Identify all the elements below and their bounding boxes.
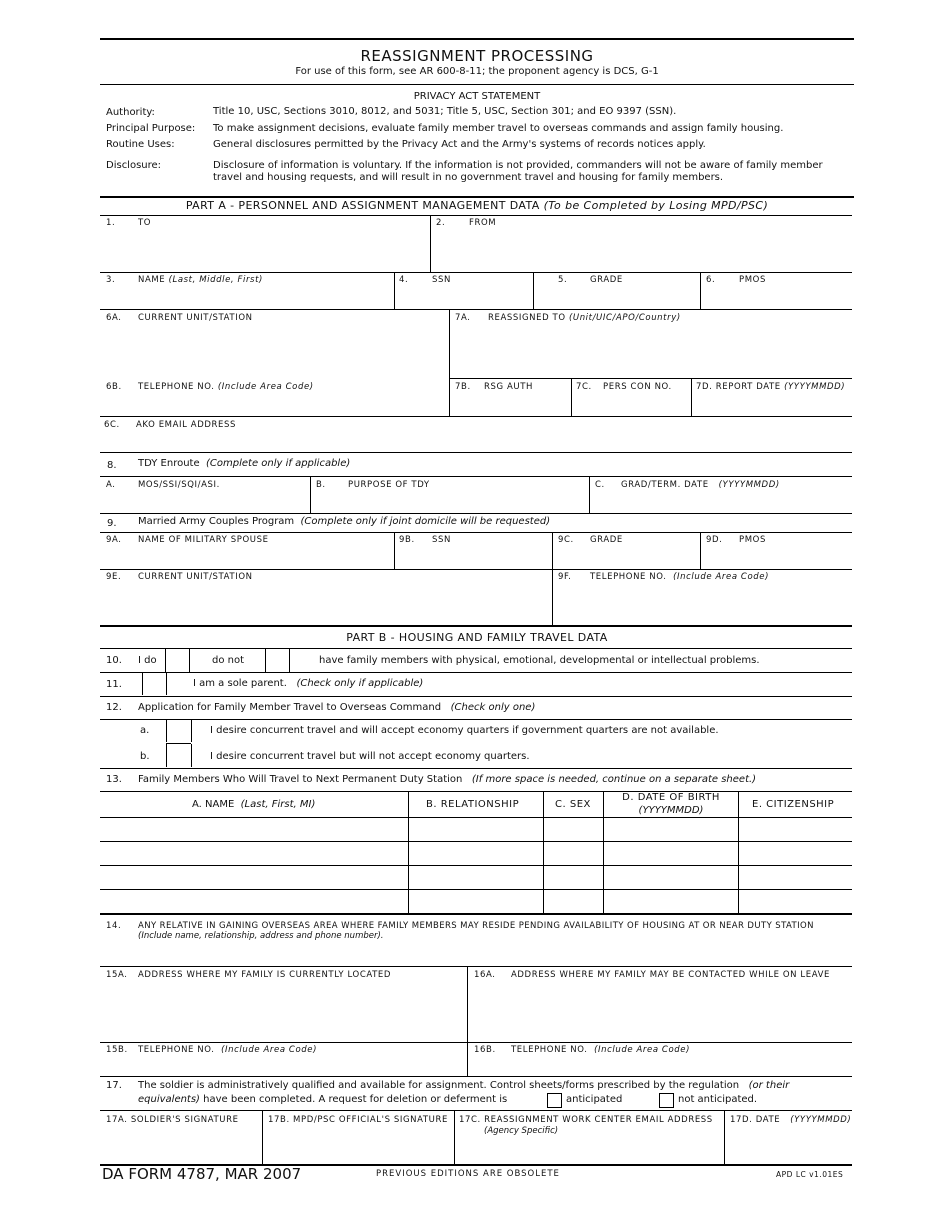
f14-num: 14.: [106, 921, 122, 931]
part-a-heading: PART A - PERSONNEL AND ASSIGNMENT MANAGEMENT DATA (To be Completed by Losing MPD/PSC): [185, 199, 769, 212]
pers-con-field[interactable]: [573, 393, 689, 415]
grad-date-field[interactable]: [591, 491, 850, 513]
disclosure-text-1: Disclosure of information is voluntary. If the information is not provided, commanders will not be aware of family member: [213, 160, 823, 171]
not-anticipated-label: not anticipated.: [678, 1094, 758, 1105]
disclosure-text-2: travel and housing requests, and will result in no government travel and housing for family members.: [213, 172, 724, 183]
form-id: DA FORM 4787, MAR 2007: [102, 1165, 302, 1183]
privacy-heading: PRIVACY ACT STATEMENT: [413, 91, 541, 102]
col-citizenship-header: E. CITIZENSHIP: [752, 799, 835, 810]
purpose-text: To make assignment decisions, evaluate family member travel to overseas commands and assign family housing.: [213, 123, 784, 134]
telephone-field[interactable]: [100, 393, 446, 415]
f14-label: ANY RELATIVE IN GAINING OVERSEAS AREA WHERE FAMILY MEMBERS MAY RESIDE PENDING AVAILABILITY OF HOUSING AT OR NEAR DUTY STATION: [138, 921, 814, 931]
f6-label: PMOS: [739, 275, 766, 285]
f3-label: NAME (Last, Middle, First): [138, 275, 263, 285]
f12b-letter: b.: [140, 751, 150, 762]
report-date-field[interactable]: [693, 393, 850, 415]
f2-num: 2.: [436, 218, 446, 228]
f7d-label: 7D. REPORT DATE (YYYYMMDD): [696, 382, 846, 392]
family-row[interactable]: [100, 818, 850, 841]
f6c-num: 6C.: [104, 420, 120, 430]
col-dob-format: (YYYYMMDD): [638, 805, 704, 816]
current-telephone-field[interactable]: [100, 1056, 465, 1075]
name-field[interactable]: [100, 286, 392, 308]
f6a-label: CURRENT UNIT/STATION: [138, 313, 253, 323]
f9d-num: 9D.: [706, 535, 723, 545]
f9e-label: CURRENT UNIT/STATION: [138, 572, 253, 582]
not-anticipated-checkbox[interactable]: [659, 1093, 674, 1108]
f9b-num: 9B.: [399, 535, 415, 545]
f5-num: 5.: [558, 275, 568, 285]
f6a-num: 6A.: [106, 313, 122, 323]
leave-address-field[interactable]: [469, 982, 850, 1040]
overseas-relative-field[interactable]: [100, 943, 850, 965]
f9f-num: 9F.: [558, 572, 572, 582]
f17-num: 17.: [106, 1080, 122, 1091]
f13-label: Family Members Who Will Travel to Next Permanent Duty Station (If more space is needed, continue on a separate sheet.): [138, 774, 757, 785]
f11-num: 11.: [106, 679, 122, 690]
f9d-label: PMOS: [739, 535, 766, 545]
work-center-email-field[interactable]: [456, 1138, 722, 1163]
f8c-num: C.: [595, 480, 605, 490]
tdy-purpose-field[interactable]: [312, 491, 587, 513]
f9c-num: 9C.: [558, 535, 574, 545]
f10-i-do: I do: [138, 655, 157, 666]
f9-num: 9.: [107, 518, 117, 529]
spouse-pmos-field[interactable]: [702, 546, 850, 568]
to-field[interactable]: [100, 228, 428, 272]
f7a-label: REASSIGNED TO (Unit/UIC/APO/Country): [488, 313, 681, 323]
f17-text-line-2: equivalents) have been completed. A request for deletion or deferment is: [138, 1094, 508, 1105]
f15b-label: TELEPHONE NO. (Include Area Code): [138, 1045, 318, 1055]
col-name-header: A. NAME (Last, First, MI): [192, 799, 316, 810]
from-field[interactable]: [432, 228, 850, 272]
spouse-grade-field[interactable]: [554, 546, 698, 568]
col-sex-header: C. SEX: [555, 799, 591, 810]
f15b-num: 15B.: [106, 1045, 128, 1055]
mos-field[interactable]: [100, 491, 308, 513]
authority-label: Authority:: [106, 107, 155, 118]
f7c-label: PERS CON NO.: [603, 382, 672, 392]
leave-telephone-field[interactable]: [469, 1056, 850, 1075]
f9c-label: GRADE: [590, 535, 623, 545]
uses-text: General disclosures permitted by the Privacy Act and the Army's systems of records notices apply.: [213, 139, 706, 150]
f7c-num: 7C.: [576, 382, 592, 392]
spouse-ssn-field[interactable]: [396, 546, 550, 568]
f7b-num: 7B.: [455, 382, 471, 392]
i-do-checkbox[interactable]: [165, 649, 190, 672]
f11-text: I am a sole parent. (Check only if applicable): [193, 678, 424, 689]
f17a-label: 17A. SOLDIER'S SIGNATURE: [106, 1115, 239, 1125]
f16b-label: TELEPHONE NO. (Include Area Code): [511, 1045, 691, 1055]
f17c-label: 17C. REASSIGNMENT WORK CENTER EMAIL ADDRESS: [459, 1115, 713, 1125]
family-row[interactable]: [100, 866, 850, 889]
grade-field[interactable]: [535, 286, 698, 308]
col-dob-header: D. DATE OF BIRTH: [622, 792, 720, 803]
f6-num: 6.: [706, 275, 716, 285]
f1-num: 1.: [106, 218, 116, 228]
f9-label: Married Army Couples Program (Complete only if joint domicile will be requested): [138, 516, 551, 527]
f17d-label: 17D. DATE (YYYYMMDD): [730, 1115, 852, 1125]
spouse-name-field[interactable]: [100, 546, 392, 568]
f9e-num: 9E.: [106, 572, 122, 582]
concurrent-economy-checkbox[interactable]: [166, 720, 192, 742]
family-row[interactable]: [100, 842, 850, 865]
f6b-label: TELEPHONE NO. (Include Area Code): [138, 382, 314, 392]
f8-num: 8.: [107, 460, 117, 471]
f10-do-not: do not: [212, 655, 245, 666]
rsg-auth-field[interactable]: [451, 393, 569, 415]
f2-label: FROM: [469, 218, 497, 228]
anticipated-checkbox[interactable]: [547, 1093, 562, 1108]
f8c-label: GRAD/TERM. DATE (YYYYMMDD): [621, 480, 780, 490]
official-signature-field[interactable]: [264, 1138, 452, 1163]
f12a-text: I desire concurrent travel and will accept economy quarters if government quarters are not available.: [210, 725, 719, 736]
purpose-label: Principal Purpose:: [106, 123, 196, 134]
pmos-field[interactable]: [702, 286, 850, 308]
f8-label: TDY Enroute (Complete only if applicable): [138, 458, 351, 469]
f17b-label: 17B. MPD/PSC OFFICIAL'S SIGNATURE: [268, 1115, 448, 1125]
f12-num: 12.: [106, 702, 122, 713]
f12b-text: I desire concurrent travel but will not accept economy quarters.: [210, 751, 530, 762]
form-version: APD LC v1.01ES: [776, 1170, 844, 1179]
authority-text: Title 10, USC, Sections 3010, 8012, and 5031; Title 5, USC, Section 301; and EO 9397 (SSN).: [213, 106, 677, 117]
f6b-num: 6B.: [106, 382, 122, 392]
f17-text-line-1: The soldier is administratively qualified and available for assignment. Control sheets/forms prescribed by the regulation (or their: [138, 1080, 790, 1091]
date-field[interactable]: [726, 1138, 850, 1163]
f15a-label: ADDRESS WHERE MY FAMILY IS CURRENTLY LOCATED: [138, 970, 392, 980]
disclosure-label: Disclosure:: [106, 160, 162, 171]
f8a-num: A.: [106, 480, 116, 490]
f13-num: 13.: [106, 774, 122, 785]
f1-label: TO: [138, 218, 152, 228]
f17c-note: (Agency Specific): [484, 1126, 559, 1136]
form-title: REASSIGNMENT PROCESSING: [360, 47, 594, 65]
part-b-heading: PART B - HOUSING AND FAMILY TRAVEL DATA: [346, 631, 608, 644]
anticipated-label: anticipated: [566, 1094, 623, 1105]
family-row[interactable]: [100, 890, 850, 913]
f9f-label: TELEPHONE NO. (Include Area Code): [590, 572, 770, 582]
f5-label: GRADE: [590, 275, 623, 285]
col-relationship-header: B. RELATIONSHIP: [426, 799, 520, 810]
f4-num: 4.: [399, 275, 409, 285]
previous-editions-note: PREVIOUS EDITIONS ARE OBSOLETE: [376, 1169, 560, 1179]
f8b-num: B.: [316, 480, 326, 490]
f9a-label: NAME OF MILITARY SPOUSE: [138, 535, 269, 545]
f9b-label: SSN: [432, 535, 451, 545]
form-subtitle: For use of this form, see AR 600-8-11; the proponent agency is DCS, G-1: [295, 66, 659, 77]
f12a-letter: a.: [140, 725, 150, 736]
f4-label: SSN: [432, 275, 451, 285]
f16a-label: ADDRESS WHERE MY FAMILY MAY BE CONTACTED WHILE ON LEAVE: [511, 970, 830, 980]
f3-num: 3.: [106, 275, 116, 285]
f12-label: Application for Family Member Travel to Overseas Command (Check only one): [138, 702, 536, 713]
sole-parent-checkbox[interactable]: [142, 673, 167, 695]
reassigned-to-field[interactable]: [451, 324, 850, 376]
f15a-num: 15A.: [106, 970, 128, 980]
f9a-num: 9A.: [106, 535, 122, 545]
f10-text: have family members with physical, emotional, developmental or intellectual problems.: [319, 655, 760, 666]
f14-note: (Include name, relationship, address and phone number).: [138, 931, 384, 941]
concurrent-no-economy-checkbox[interactable]: [166, 744, 192, 767]
f16a-num: 16A.: [474, 970, 496, 980]
f8b-label: PURPOSE OF TDY: [348, 480, 430, 490]
f10-num: 10.: [106, 655, 122, 666]
f6c-label: AKO EMAIL ADDRESS: [136, 420, 236, 430]
spouse-telephone-field[interactable]: [554, 584, 850, 624]
spouse-unit-field[interactable]: [100, 584, 550, 624]
uses-label: Routine Uses:: [106, 139, 175, 150]
f8a-label: MOS/SSI/SQI/ASI.: [138, 480, 220, 490]
ako-email-field[interactable]: [100, 431, 850, 451]
current-address-field[interactable]: [100, 982, 465, 1040]
ssn-field[interactable]: [396, 286, 531, 308]
soldier-signature-field[interactable]: [100, 1138, 260, 1163]
do-not-checkbox[interactable]: [265, 649, 290, 672]
f16b-num: 16B.: [474, 1045, 496, 1055]
f7b-label: RSG AUTH: [484, 382, 534, 392]
current-unit-field[interactable]: [100, 324, 446, 376]
f7a-num: 7A.: [455, 313, 471, 323]
